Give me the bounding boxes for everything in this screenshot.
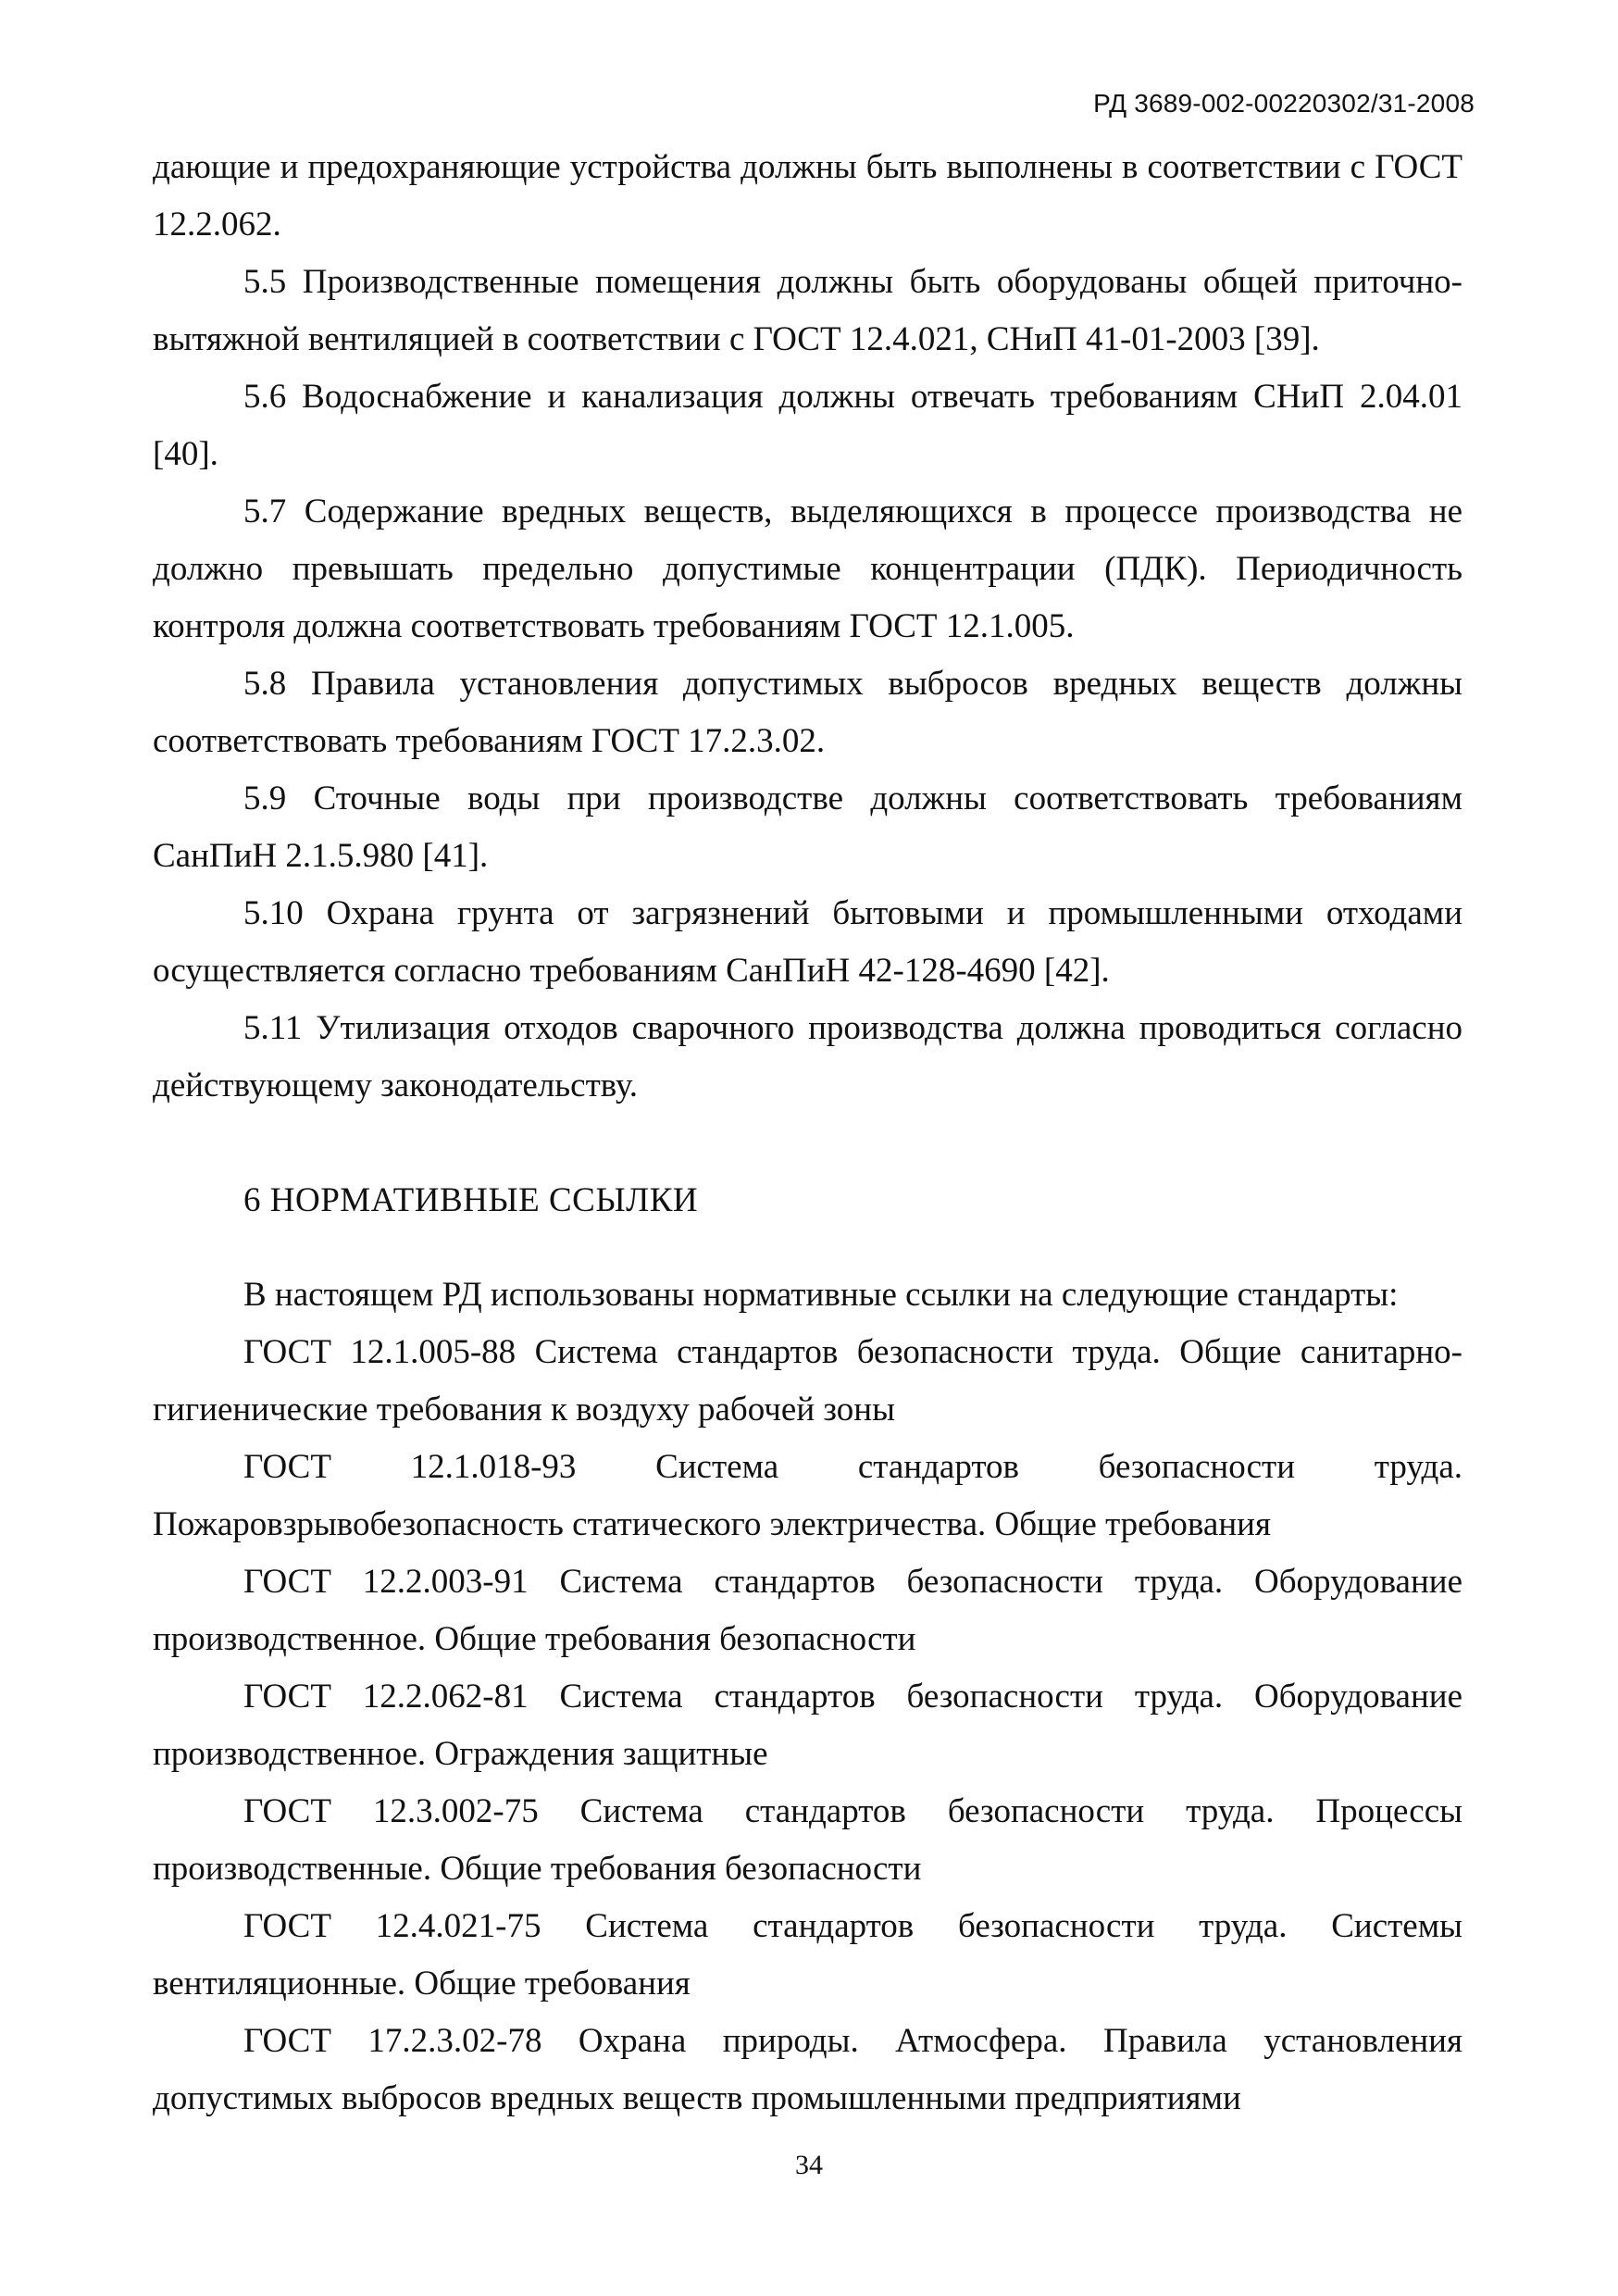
paragraph-5-5: 5.5 Производственные помещения должны быть оборудованы общей приточно-вытяжной вентиляцией в соответствии с ГОСТ 12.4.021, СНиП 41-01-2003 [39]. [153, 263, 1462, 358]
paragraph-5-8: 5.8 Правила установления допустимых выбросов вредных веществ должны соответствовать требованиям ГОСТ 17.2.3.02. [153, 665, 1462, 760]
reference-item: ГОСТ 12.2.062-81 Система стандартов безопасности труда. Оборудование производственное. Ограждения защитные [153, 1678, 1462, 1773]
reference-item: ГОСТ 12.1.018-93 Система стандартов безопасности труда. Пожаровзрывобезопасность статического электричества. Общие требования [153, 1448, 1462, 1543]
paragraph-5-9: 5.9 Сточные воды при производстве должны соответствовать требованиям СанПиН 2.1.5.980 [41]. [153, 780, 1462, 875]
document-code: РД 3689-002-00220302/31-2008 [1093, 89, 1475, 118]
section-heading: 6 НОРМАТИВНЫЕ ССЫЛКИ [243, 1181, 699, 1219]
paragraph-5-7: 5.7 Содержание вредных веществ, выделяющихся в процессе производства не должно превышать предельно допустимые концентрации (ПДК). Периодичность контроля должна соответствовать требованиям ГОСТ 12.1.005. [153, 493, 1462, 645]
reference-item: ГОСТ 12.4.021-75 Система стандартов безопасности труда. Системы вентиляционные. Общие требования [153, 1907, 1462, 2003]
reference-item: ГОСТ 17.2.3.02-78 Охрана природы. Атмосфера. Правила установления допустимых выбросов вредных веществ промышленными предприятиями [153, 2022, 1462, 2117]
reference-item: ГОСТ 12.2.003-91 Система стандартов безопасности труда. Оборудование производственное. Общие требования безопасности [153, 1563, 1462, 1658]
paragraph-5-6: 5.6 Водоснабжение и канализация должны отвечать требованиям СНиП 2.04.01 [40]. [153, 378, 1462, 473]
paragraph-5-11: 5.11 Утилизация отходов сварочного производства должна проводиться согласно действующему законодательству. [153, 1009, 1462, 1104]
reference-item: ГОСТ 12.1.005-88 Система стандартов безопасности труда. Общие санитарно-гигиенические требования к воздуху рабочей зоны [153, 1333, 1462, 1429]
paragraph-continuation: дающие и предохраняющие устройства должны быть выполнены в соответствии с ГОСТ 12.2.062. [153, 148, 1462, 243]
section-intro: В настоящем РД использованы нормативные ссылки на следующие стандарты: [243, 1276, 1399, 1314]
paragraph-5-10: 5.10 Охрана грунта от загрязнений бытовыми и промышленными отходами осуществляется согласно требованиям СанПиН 42-128-4690 [42]. [153, 894, 1462, 990]
page-number: 34 [795, 2150, 823, 2180]
reference-item: ГОСТ 12.3.002-75 Система стандартов безопасности труда. Процессы производственные. Общие требования безопасности [153, 1792, 1462, 1888]
page-body [153, 139, 1462, 2128]
